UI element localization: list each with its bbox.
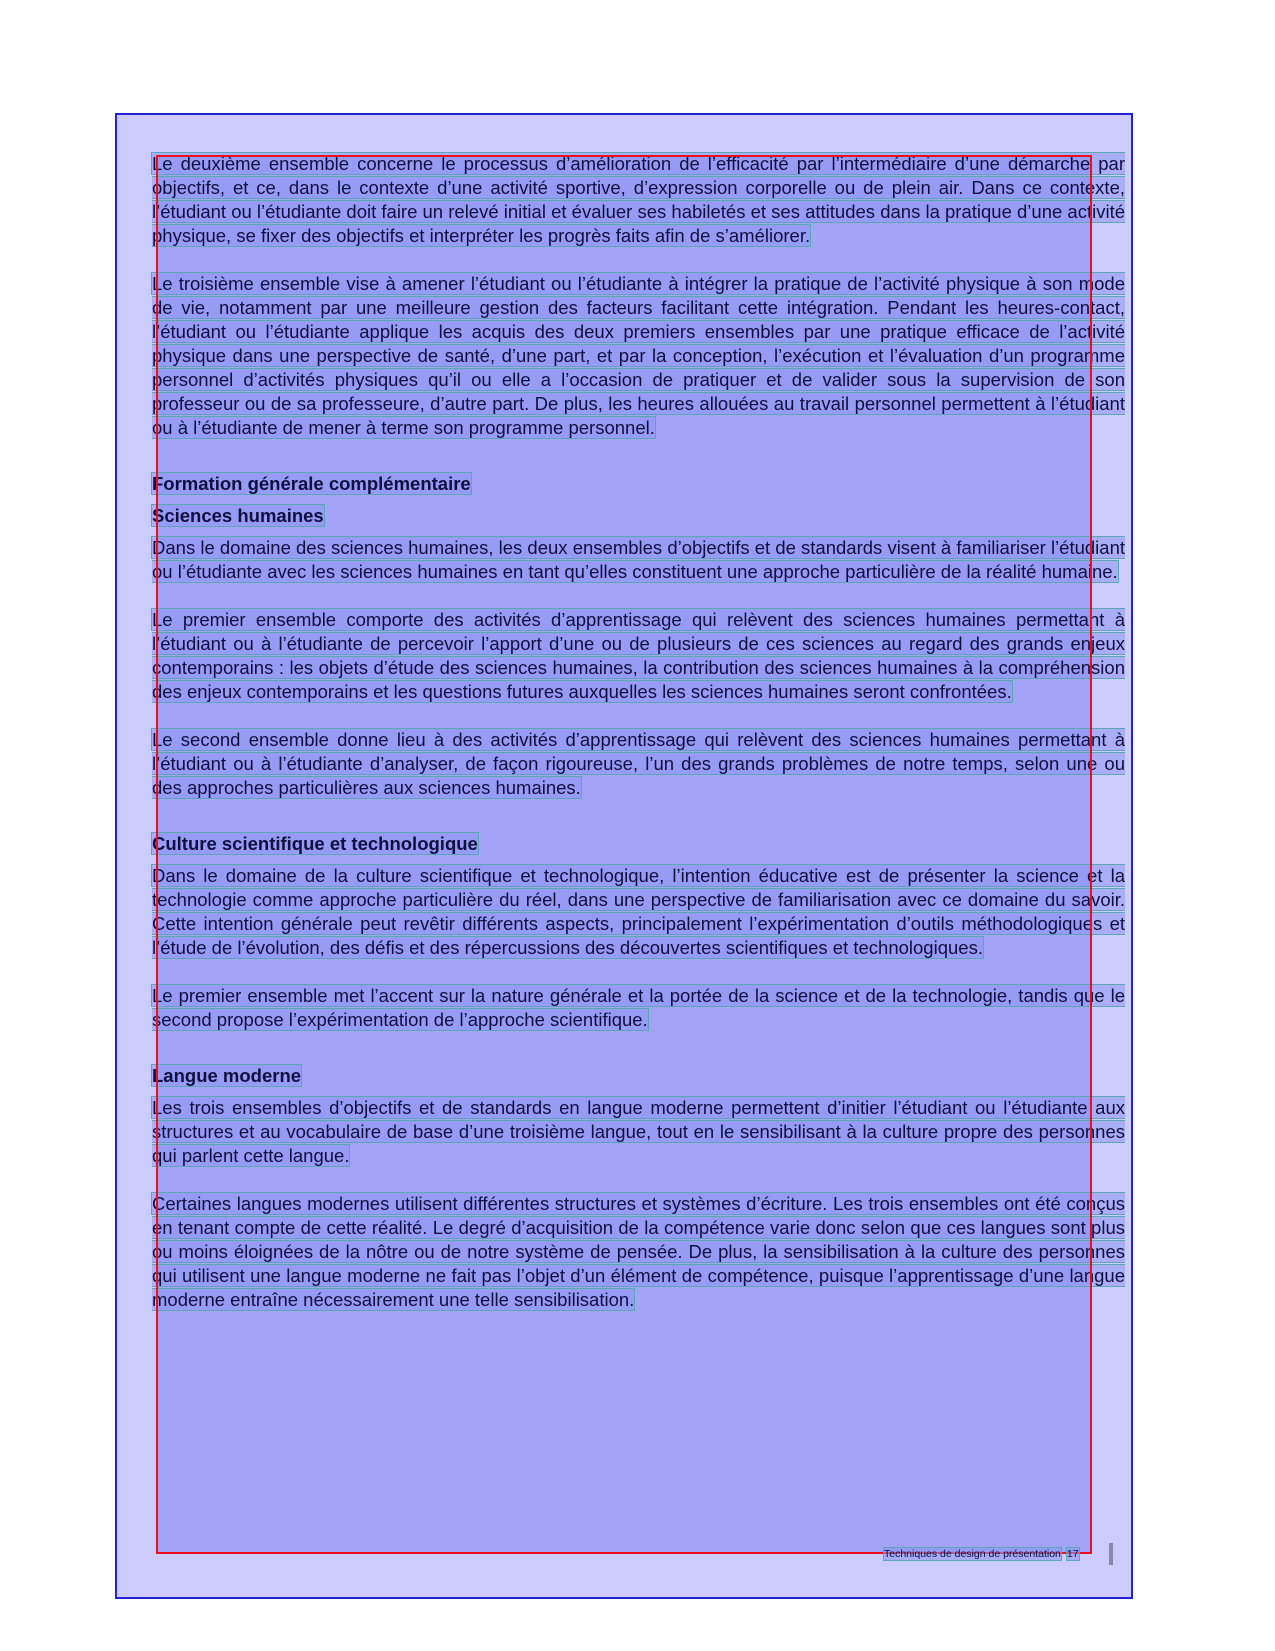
subsection-heading-langue-moderne: Langue moderne [152, 1065, 302, 1086]
body-paragraph: Les trois ensembles d’objectifs et de standards en langue moderne permettent d’initier l’étudiant ou l’étudiante aux structures et au vocabulaire de base d’une troisième langue, tout en le sensibilisant à la culture propre des personnes qui parlent cette langue. [152, 1097, 1125, 1166]
subsection-heading-sciences-humaines: Sciences humaines [152, 505, 324, 526]
document-body [152, 152, 1125, 1312]
body-paragraph: Le deuxième ensemble concerne le processus d’amélioration de l’efficacité par l’intermédiaire d’une démarche par objectifs, et ce, dans le contexte d’une activité sportive, d’expression corporelle ou de plein air. Dans ce contexte, l’étudiant ou l’étudiante doit faire un relevé initial et évaluer ses habiletés et ses attitudes dans la pratique d’une activité physique, se fixer des objectifs et interpréter les progrès faits afin de s’améliorer. [152, 153, 1125, 246]
page-number: 17 [1066, 1548, 1079, 1560]
body-paragraph: Le second ensemble donne lieu à des activités d’apprentissage qui relèvent des sciences humaines permettant à l’étudiant ou à l’étudiante d’analyser, de façon rigoureuse, l’un des grands problèmes de notre temps, selon une ou des approches particulières aux sciences humaines. [152, 729, 1125, 798]
section-heading: Formation générale complémentaire [152, 473, 471, 494]
body-paragraph: Dans le domaine de la culture scientifique et technologique, l’intention éducative est de présenter la science et la technologie comme approche particulière du réel, dans une perspective de familiarisation avec ce domaine du savoir. Cette intention générale peut revêtir différents aspects, principalement l’expérimentation d’outils méthodologiques et l’étude de l’évolution, des défis et des répercussions des découvertes scientifiques et technologiques. [152, 865, 1125, 958]
body-paragraph: Dans le domaine des sciences humaines, les deux ensembles d’objectifs et de standards visent à familiariser l’étudiant ou l’étudiante avec les sciences humaines en tant qu’elles constituent une approche particulière de la réalité humaine. [152, 537, 1125, 582]
body-paragraph: Le premier ensemble met l’accent sur la nature générale et la portée de la science et de la technologie, tandis que le second propose l’expérimentation de l’approche scientifique. [152, 985, 1125, 1030]
footer-marker [1109, 1543, 1113, 1565]
body-paragraph: Le troisième ensemble vise à amener l’étudiant ou l’étudiante à intégrer la pratique de l’activité physique à son mode de vie, notamment par une meilleure gestion des facteurs facilitant cette intégration. Pendant les heures-contact, l’étudiant ou l’étudiante applique les acquis des deux premiers ensembles par une pratique efficace de l’activité physique dans une perspective de santé, d’une part, et par la conception, l’exécution et l’évaluation d’un programme personnel d’activités physiques qu’il ou elle a l’occasion de pratiquer et de valider sous la supervision de son professeur ou de sa professeure, d’autre part. De plus, les heures allouées au travail personnel permettent à l’étudiant ou à l’étudiante de mener à terme son programme personnel. [152, 273, 1125, 438]
page-footer [884, 1548, 1079, 1560]
footer-title: Techniques de design de présentation [884, 1548, 1061, 1560]
body-paragraph: Le premier ensemble comporte des activités d’apprentissage qui relèvent des sciences humaines permettant à l’étudiant ou à l’étudiante de percevoir l’apport d’une ou de plusieurs de ces sciences au regard des grands enjeux contemporains : les objets d’étude des sciences humaines, la contribution des sciences humaines à la compréhension des enjeux contemporains et les questions futures auxquelles les sciences humaines seront confrontées. [152, 609, 1125, 702]
body-paragraph: Certaines langues modernes utilisent différentes structures et systèmes d’écriture. Les trois ensembles ont été conçus en tenant compte de cette réalité. Le degré d’acquisition de la compétence varie donc selon que ces langues sont plus ou moins éloignées de la nôtre ou de notre système de pensée. De plus, la sensibilisation à la culture des personnes qui utilisent une langue moderne ne fait pas l’objet d’un élément de compétence, puisque l’apprentissage d’une langue moderne entraîne nécessairement une telle sensibilisation. [152, 1193, 1125, 1310]
subsection-heading-culture-scientifique: Culture scientifique et technologique [152, 833, 478, 854]
